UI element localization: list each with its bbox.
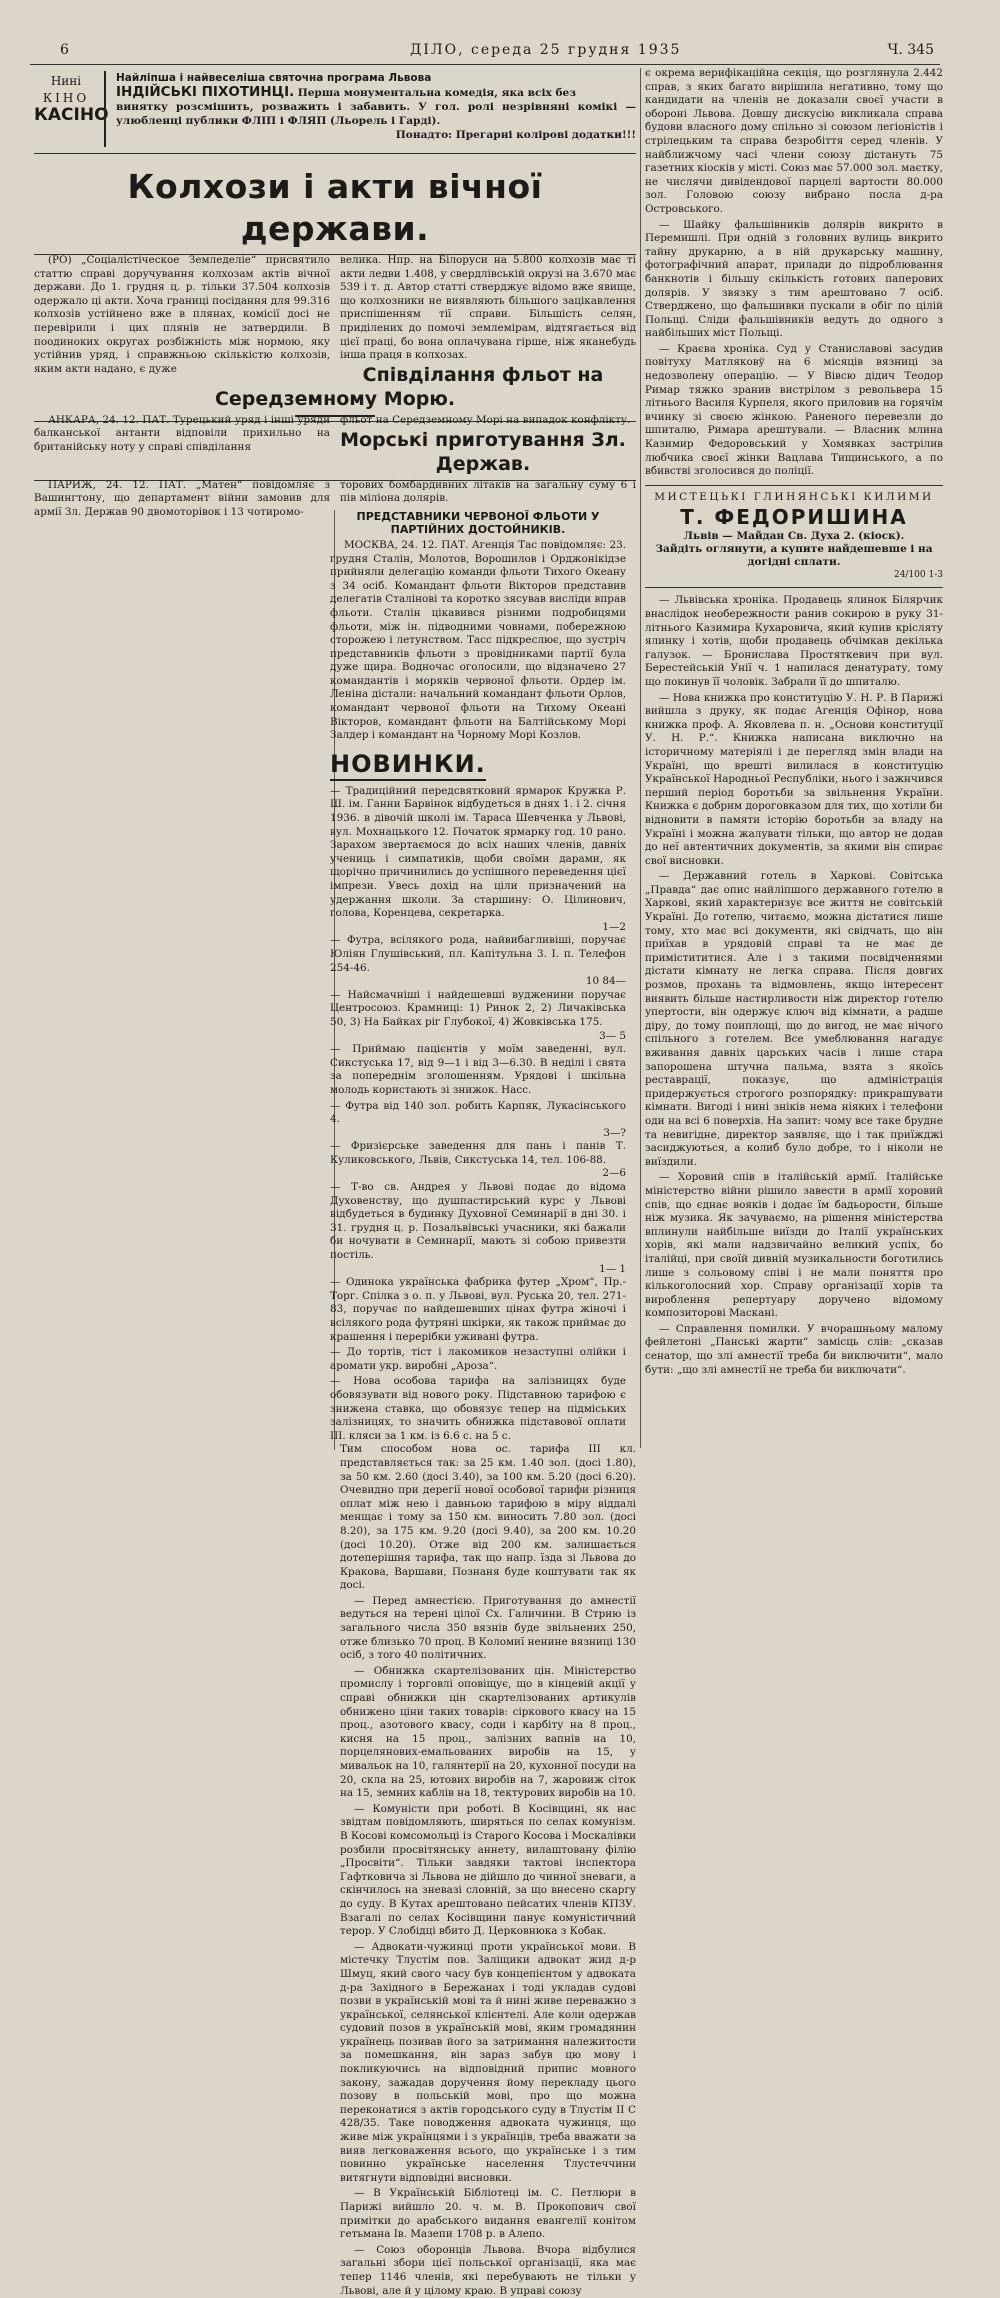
news-item: — Краєва хроніка. Суд у Станиславові засудив повітуху Матляковў на 6 місяців вязниці за недозволену операцію. — У Вівсю дідич Теодор Римар тяжко зранив вистрілом з револьвера 15 літнього Василя Курпеля, якого приловив на горячім вчинку зі своєю жінкою. Раненого перевезли до шпиталю, Римара арештували. — Власник млина Казимир Федоровський у Хомявках застрілив любчика своєї жінки Вацлава Тищинського, а по вбивстві зголосився до поліції.	[645, 342, 943, 478]
news-item: — До тортів, тіст і лакомиков незаступні олійки і аромати укр. виробні „Ароза“.	[330, 1346, 626, 1372]
ad-tag: 24/100 1-3	[893, 569, 943, 580]
article-text: велика. Нпр. на Білоруси на 5.800 колхозів має ті акти ледви 1.408, у свердлівській окрузі на 3.670 має 539 і т. д. Автор статті стверджує відомо вже явище, що колхозники не виявляють більшого зацікавлення приспішенням тії справи. Більшість селян, приділених до помочі землемірам, відтягається від цієї праці, бо вона оплачувана гірше, ніж яканебудь інша праця в колхозах.	[340, 254, 636, 362]
ad-tag: 1—2	[602, 920, 626, 933]
news-item: — Фризієрське заведення для пань і панів Т. Куликовського, Львів, Сикстуська 14, тел. 106-88.	[330, 1140, 626, 1166]
brand-line: КАСІНО	[34, 105, 109, 125]
ad-line: Зайдіть оглянути, а купите найдешевше і на догідні сплати.	[655, 542, 933, 568]
news-item: — Державний готель в Харкові. Совітська „Правда“ дає опис найліпшого державного готелю в Харкові, який характеризує все життя не совітській Україні. До готелю, читаємо, можна дістатися лише тому, хто має всі документи, які свідчать, що він приїхав в урядовій справі та не має де примістититися. Але і з такими посвідченнями дістати кімнату не легка справа. Після довгих розмов, прохань та відмовлень, якщо інтересент виявить більше настирливости ніж директор готелю упертости, він одержує ключ від кімнати, а радше діру, до тому поиплощі, що до вигод, не має нічого спільного з готелем. Все умеблювання нагадує вживання давніх царських часів і лише стара запорошена штучна пальма, взята з якоїсь реставрації, показує, що адміністрація придержується строгого розпорядку: прикрашувати кімнати. Вигоді і нині зніків нема ніяких і телефони оди на всі 6 поверхів. На запит: чому все таке брудне та невигідне, директор заявляє, що і так приїжджі засиджуються, а колиб було добре, то і ніколи не виїздили.	[645, 870, 943, 1168]
ad-tag: 2—6	[602, 1167, 626, 1180]
page-number: 6	[60, 42, 69, 58]
news-item: — Футра від 140 зол. робить Карпяк, Лукасінського 4.	[330, 1099, 626, 1126]
news-item: — Найсмачніші і найдешевші вудженини поручає Центросоюз. Крамниці: 1) Ринок 2, 2) Личаківська 50, 3) На Байках ріг Глубокої, 4) Жовківська 175.	[330, 988, 626, 1028]
news-item: — Приймаю пацієнтів у моїм заведенні, вул. Сикстуська 17, від 9—1 і від 3—6.30. В неділі і свята за попереднім зголошенням. Урядові і шкільна молодь користають зі знижок. Насс.	[330, 1043, 626, 1096]
brand-line: КІНО	[42, 91, 90, 105]
ad-line: Найліпша і найвеселіша святочна програма Львова	[116, 72, 432, 84]
page-header	[30, 34, 940, 65]
article-text: є окрема верифікаційна секція, що розглянула 2.442 справ, з яких багато вирішила негативно, тому що кандидати на членів не доказали своєї участи в обороні Львова. Довшу дискусію викликала справа будови власного дому спільно зі союзом легіоністів і стрілецьким та справа безробіття серед членів. У найближчому часі члени союзу дістануть 75 газетних кіосків у місті. Союз має 57.000 зол. маєтку, не числячи дивідендової парцелі вартости 80.000 зол. Головою союзу вибрано посла д-ра Островського.	[645, 67, 943, 215]
news-item: — Одинока українська фабрика футер „Хром“, Пр.-Торг. Спілка з о. п. у Львові, вул. Руська 20, тел. 271-83, поручає по найдешевших цінах футра жіночі і всілякого рода футряні шкірки, як також приймає до крашення і перерібки уживані футра.	[330, 1276, 626, 1343]
headline-kolhozy: Колхози і акти вічної держави.	[127, 167, 543, 248]
news-item: — Т-во св. Андрея у Львові подає до відома Духовенству, що душпастирський курс у Львові відбудеться в будинку Духовної Семинарії в дні 30. і 31. грудня ц. р. Позальвівські учасники, які бажали би ночувати в Семинарії, мають зі собою привезти постіль.	[330, 1181, 626, 1262]
ad-line: винятку розсмішить, розважить і забавить. У гол. ролі незрівняні комікі — улюбленці публики ФЛІП і ФЛЯП (Льорель і Гарді).	[116, 101, 636, 127]
section-heading: ПРЕДСТАВНИКИ ЧЕРВОНОЇ ФЛЬОТИ У ПАРТІЙНИХ ДОСТОЙНИКІВ.	[356, 509, 600, 536]
news-item: — Союз оборонців Львова. Вчора відбулися загальні збори цієї польської організації, яка має тепер 1146 членів, які перебувають не тільки у Львові, але й у цілому краю. В управі союзу	[340, 2243, 636, 2297]
news-item: — Комуністи при роботі. В Косівщині, як нас звідтам повідомляють, ширяться по селах комунізм. В Косові комсомольці із Старого Косова і Москалівки розбили просвітянську аннету, вилаштовану філію „Просвіти“. Тільки завдяки тактові інспектора Гафтковича зі Львова не дійшло до чинної зневаги, а скінчилось на зневазі словній, за що внесено скаргу до суду. В Кутах арештовано пейсатих членів КПЗУ. Взагалі по селах Косівщини панує комуністичний терор. У Слобідці вбито Д. Церковнюка з Кобак.	[340, 1802, 636, 1938]
ad-name: Т. ФЕДОРИШИНА	[680, 504, 908, 529]
headline-flot: Співділання фльот на Середземному Морю.	[214, 363, 604, 410]
news-item: — Футра, всілякого рода, найвибагливіші, поручає Юліян Глушівський, пл. Капітульна 3. I. п. Телефон 254-46.	[330, 934, 626, 974]
news-item: — В Українській Бібліотеці ім. С. Петлюри в Парижі вийшло 20. ч. м. В. Прокопович свої примітки до арабського видання евангелії конітом гетьмана Ів. Мазепи 1708 р. в Алепо.	[340, 2187, 636, 2241]
ad-line: Перша монументальна комедія, яка всіх без	[297, 87, 577, 99]
column-left	[330, 506, 626, 1443]
headline-morski: Морські приготування Зл. Держав.	[340, 428, 626, 475]
ad-line: Понадто: Прегарні колірові додатки!!!	[395, 129, 636, 141]
film-title: ІНДІЙСЬКІ ПІХОТИНЦІ.	[116, 84, 295, 100]
ad-tag: 1— 1	[599, 1262, 626, 1275]
news-item: — Адвокати-чужинці проти української мови. В містечку Тлустім пов. Заліщики адвокат жид д-р Шмуц, який свого часу був концепієнтом у адвоката д-ра Західного в Бережанах і тоді укладав судові позви в українській мові та й нині живе переважно з української, селянської клієнтелі. Але коли одержав судовий позов в українській мові, яким громадянин українець позивав його за затримання належитости за помешкання, він зараз забув цю мову і покликуючись на відповідний припис мовного закону, зажадав доручення йому перекладу цього позову в польській мові, про що можна переконатися з актів городського суду в Тлустім II С 428/35. Таке поводження адвоката чужинця, що живе між українцями і з українців, треба вважати за вияв легковаження всього, що українське і з тим повинно українське населення Тлустеччини витягнути відповідні висновки.	[340, 1940, 636, 2184]
brand-line: Нині	[50, 74, 82, 88]
news-item: — Хоровий спів в італійській армії. Італійське міністерство війни рішило завести в армії хоровий спів, що єднає вояків і додає їм бадьорости, більше ніж музика. Як зачуваємо, на рішення міністерства вплинули найбільше виїзди до Італії українських хорів, які мали надзвичайно великий успіх, бо італійці, при своїй дивній музикальности боготились лише з сольовому співі і не мали поняття про кількоголосний хор. Справу організації хорів та вироблення репертуару доручено відомому композиторові Маскані.	[645, 1171, 943, 1320]
kino-brand	[34, 73, 109, 125]
news-item: — Перед амнестією. Приготування до амнестії ведуться на терені цілої Сх. Галичини. В Стрию із загального числа 350 вязнів буде звільнених 250, отже близько 70 проц. В Коломиї ненине вязниці 130 осіб, з того 40 політичних.	[340, 1594, 636, 1662]
article-text: Тим способом нова ос. тарифа III кл. представляється так: за 25 км. 1.40 зол. (досі 1.80), за 50 км. 2.60 (досі 3.40), за 100 км. 5.20 (досі 6.20). Очевидно при дерегії нової особової тарифи різниця оплат між нею і давньою тарифою в міру віддалі менщає і тому за 150 км. виносить 7.80 зол. (досі 8.20), за 175 км. 9.20 (досі 9.40), за 200 км. 10.20 (досі 10.20). Отже від 200 км. залишається дотеперішня тарифа, так що напр. їзда зі Львова до Кракова, Варшави, Познаня буде коштувати так як досі.	[340, 1443, 636, 1592]
ad-tag: 3— 5	[599, 1029, 626, 1042]
news-item: — Нова книжка про конституцію У. Н. Р. В Парижі вийшла з друку, як подає Агенція Офінор, нова книжка проф. А. Яковлева п. н. „Основи конституції У. Н. Р.“. Книжка написана виключно на історичному матеріялі і де перегляд змін влади на Україні, що врешті вилилася в конституцію Української Народньої Республіки, нього і зажнчився перший період боротьби за звільнення України. Книжка є добрим дороговказом для тих, що хотіли би відновити в памяти історію боротьби за владу на Україні і можна жалувати тільки, що автор не додав до неї автентичних документів, за якими він спирає свої висновки.	[645, 691, 943, 867]
news-item: — Нова особова тарифа на залізницях буде обовязувати від нового року. Підставною тарифою є знижена ставка, що обовязує тепер на підміських залізницях, то значить обнижка підставової оплати III. кляси за 1 км. із 6.6 с. на 5 с.	[330, 1375, 626, 1442]
ad-divider	[104, 71, 106, 147]
article-text: торових бомбардивних літаків на загальну суму 6 і пів міліона долярів.	[340, 478, 636, 505]
column-divider	[640, 68, 641, 1448]
ad-address: Львів — Майдан Св. Духа 2. (кіоск).	[683, 529, 905, 542]
news-item: — Обнижка скартелізованих цін. Міністерство промислу і торговлі оповіщує, що в кінцевій акції у справі обнижки цін скартелізованих артикулів обнижено ціни таких товарів: сіркового квасу на 15 проц., азотового квасу, соди і карбіту на 8 проц., кисня на 15 проц., залізних вапнів на 10, порцелянових-емальованих виробів на 15, у мивальок на 10, галянтерії на 20, кухонної посуди на 20, скла на 25, ютових виробів на 7, жаровиж сіток на 15, земних каблів на 18, тектурових виробів на 10.	[340, 1664, 636, 1800]
article-text: МОСКВА, 24. 12. ПАТ. Агенція Тас повідомляє: 23. грудня Сталін, Молотов, Ворошилов і Орджонікідзе прийняли делегацію команди фльоти Тихого Океану з 34 осіб. Командант фльоти Вікторов представив делегатів Сталінові та коротко зясував висліди вправ фльоти. Сталін цікавився різними подробицями фльоти, між ін. підводними човнами, побережною сторожею і летунством. Тасс підкреслює, що зустріч представників фльоти з провідниками партії була дуже щира. Водночас оголосили, що відзначено 27 командантів і моряків червоної фльоти. Ордер ім. Леніна дістали: начальний командант фльоти Орлов, командант червоної фльоти на Тихому Океані Вікторов, командант фльоти на Балтійському Морі Залдер і командант на Чорному Морі Козлов.	[330, 538, 626, 742]
issue-number: Ч. 345	[887, 42, 934, 58]
news-item: — Справлення помилки. У вчорашньому малому фейлетоні „Панські жарти“ замісць слів: „сказав сенатор, що злі амнестії треба би виключити“, мало бути: „що злі амнестії не треба би виключати“.	[645, 1322, 943, 1376]
news-item: — Шайку фальшівників долярів викрито в Перемишлі. При одній з головних вулиць викрито тайну друкарню, а в ній друкарську машину, фотографічний апарат, прилади до підроблювання банкнотів і більшу скількість готових паперових долярів. У звязку з тим арештовано 7 осіб. Стверджено, що фальшивки пускали в обіг по цілій Польщі. Сліди фальшівників ведуть до одного з найбільших міст Польщі.	[645, 218, 943, 340]
news-item: — Львівська хроніка. Продавець ялинок Білярчик внаслідок необережности ранив сокирою в руку 31-літнього Казимира Кухаровича, який купив крісляту ялинку і хотів, щоби продавець обчімкав декілька галузок. — Бронислава Простяткевич при вул. Берестейській Унії ч. 1 напилася денатурату, тому що покинув її чоловік. Забрали її до шпиталю.	[645, 594, 943, 688]
column-middle	[340, 1443, 636, 2298]
article-text: (РО) „Соціалістіческое Земледеліе“ присвятило статтю справі доручування колхозам актів вічної держави. До 1. грудня ц. р. тільки 37.504 колхозів одержало ці акти. Хоча границі посідання для 99.316 колхозів устійнено вже в плянах, комісії досі не перевірили і цих плянів не затвердили. В поодиноких округах розбіжність між нормою, яку устійнив уряд, і справжньою скількістю колхозів, яким акти надано, є дуже	[34, 254, 330, 375]
article-text: фльот на Середземному Морі на випадок конфлікту.	[340, 413, 631, 426]
news-item: — Традиційний передсвятковий ярмарок Кружка Р. Ш. ім. Ганни Барвінок відбудеться в днях 1. і 2. січня 1936. в дівочій школі ім. Тараса Шевченка у Львові, вул. Мохнацького 12. Початок ярмарку год. 10 рано. Зарахом звертаємося до всіх наших членів, давніх учениць і симпатиків, щоби своїми дарами, як щорічно причинились до успішного переведення цієї імпрези. Увесь дохід на ціли призначений на удержання школи. За старшину: О. Цілинович, голова, Коренцева, секретарка.	[330, 784, 626, 920]
section-novinky: НОВИНКИ.	[330, 749, 486, 781]
column-right	[645, 67, 943, 1377]
kilimy-ad	[645, 485, 943, 589]
ad-tag: 10 84—	[585, 975, 626, 988]
left-block	[34, 67, 636, 2298]
article-text: ПАРИЖ, 24. 12. ПАТ. „Матен“ повідомляє з Вашингтону, що департамент війни замовив для армії Зл. Держав 90 двомоторівок і 13 чотиромо-	[34, 478, 330, 518]
masthead: ДІЛО, середа 25 грудня 1935	[410, 42, 682, 58]
ad-line: МИСТЕЦЬКІ ГЛИНЯНСЬКІ КИЛИМИ	[654, 490, 934, 503]
article-text: АНКАРА, 24. 12. ПАТ. Турецький уряд і інші уряди балканської антанти відповіли прихильно на британійську ноту у справі співділання	[34, 413, 330, 453]
ad-body	[116, 71, 636, 142]
ad-tag: 3—?	[603, 1126, 626, 1139]
kino-casino-ad	[34, 67, 636, 154]
